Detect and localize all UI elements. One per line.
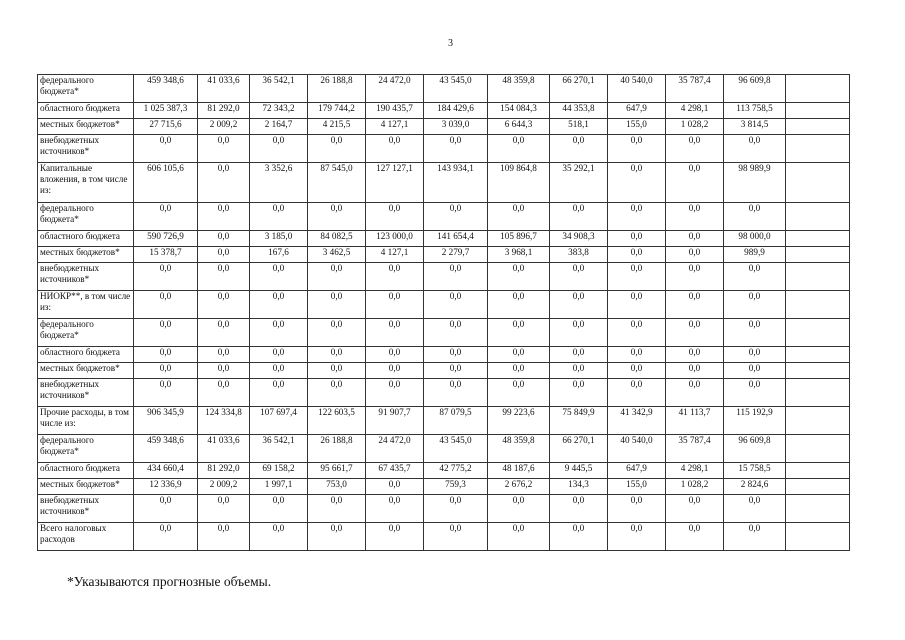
table-cell: 167,6 [250,247,308,263]
table-row [38,231,850,247]
table-cell: 0,0 [308,379,366,407]
table-cell: 3 968,1 [488,247,550,263]
table-cell: 115 192,9 [724,407,786,435]
table-cell: 0,0 [608,319,666,347]
table-cell: 0,0 [198,291,250,319]
table-cell: 0,0 [250,523,308,551]
table-cell: 0,0 [134,495,198,523]
table-cell: 0,0 [666,291,724,319]
table-cell: 66 270,1 [550,75,608,103]
table-cell: 48 359,8 [488,435,550,463]
table-cell: 0,0 [608,231,666,247]
table-cell: 66 270,1 [550,435,608,463]
table-cell: 0,0 [366,291,424,319]
table-row [38,379,850,407]
table-cell: 0,0 [308,263,366,291]
table-row [38,523,850,551]
table-cell: 0,0 [608,363,666,379]
table-cell: 0,0 [666,263,724,291]
table-cell: 0,0 [488,495,550,523]
table-cell: 0,0 [198,247,250,263]
table-cell: 42 775,2 [424,463,488,479]
table-cell: 95 661,7 [308,463,366,479]
empty-cell [786,407,850,435]
table-cell: 123 000,0 [366,231,424,247]
row-label: внебюджетных источников* [38,495,134,523]
table-cell: 96 609,8 [724,435,786,463]
table-cell: 0,0 [724,523,786,551]
empty-cell [786,479,850,495]
table-cell: 0,0 [366,135,424,163]
table-cell: 15 758,5 [724,463,786,479]
table-cell: 0,0 [488,291,550,319]
row-label: внебюджетных источников* [38,263,134,291]
empty-cell [786,291,850,319]
table-cell: 0,0 [134,135,198,163]
table-cell: 0,0 [134,291,198,319]
table-cell: 590 726,9 [134,231,198,247]
table-cell: 0,0 [308,135,366,163]
table-cell: 0,0 [366,523,424,551]
table-cell: 72 343,2 [250,103,308,119]
empty-cell [786,263,850,291]
empty-cell [786,135,850,163]
table-cell: 4 298,1 [666,103,724,119]
table-cell: 3 039,0 [424,119,488,135]
table-cell: 105 896,7 [488,231,550,247]
table-cell: 0,0 [198,231,250,247]
table-cell: 26 188,8 [308,75,366,103]
empty-cell [786,363,850,379]
table-cell: 81 292,0 [198,103,250,119]
table-cell: 759,3 [424,479,488,495]
table-cell: 0,0 [608,495,666,523]
table-cell: 0,0 [250,495,308,523]
table-cell: 0,0 [308,319,366,347]
table-cell: 0,0 [250,135,308,163]
table-cell: 0,0 [366,347,424,363]
table-cell: 0,0 [666,247,724,263]
empty-cell [786,103,850,119]
empty-cell [786,163,850,203]
table-cell: 87 545,0 [308,163,366,203]
table-cell: 67 435,7 [366,463,424,479]
table-cell: 0,0 [608,135,666,163]
table-cell: 75 849,9 [550,407,608,435]
table-cell: 34 908,3 [550,231,608,247]
table-cell: 0,0 [424,379,488,407]
table-cell: 69 158,2 [250,463,308,479]
table-cell: 4 127,1 [366,247,424,263]
table-cell: 2 164,7 [250,119,308,135]
row-label: местных бюджетов* [38,363,134,379]
table-cell: 155,0 [608,119,666,135]
row-label: внебюджетных источников* [38,135,134,163]
table-cell: 0,0 [608,203,666,231]
table-cell: 0,0 [550,347,608,363]
budget-table [37,74,850,551]
table-cell: 0,0 [488,319,550,347]
table-cell: 0,0 [608,163,666,203]
empty-cell [786,75,850,103]
table-cell: 0,0 [666,379,724,407]
table-cell: 0,0 [134,319,198,347]
table-cell: 2 279,7 [424,247,488,263]
table-cell: 0,0 [724,363,786,379]
table-cell: 0,0 [724,135,786,163]
table-cell: 0,0 [424,495,488,523]
table-cell: 0,0 [250,319,308,347]
table-cell: 0,0 [424,135,488,163]
table-cell: 0,0 [250,263,308,291]
table-cell: 0,0 [550,523,608,551]
table-cell: 15 378,7 [134,247,198,263]
table-cell: 2 009,2 [198,119,250,135]
table-cell: 0,0 [608,291,666,319]
table-cell: 1 028,2 [666,479,724,495]
table-cell: 1 025 387,3 [134,103,198,119]
table-cell: 0,0 [134,379,198,407]
table-cell: 87 079,5 [424,407,488,435]
table-cell: 518,1 [550,119,608,135]
table-cell: 0,0 [424,203,488,231]
table-cell: 0,0 [198,363,250,379]
table-cell: 0,0 [134,203,198,231]
table-cell: 0,0 [608,263,666,291]
table-row [38,463,850,479]
table-cell: 35 787,4 [666,75,724,103]
table-cell: 459 348,6 [134,435,198,463]
table-cell: 0,0 [550,363,608,379]
table-cell: 0,0 [550,379,608,407]
table-cell: 84 082,5 [308,231,366,247]
table-cell: 0,0 [666,231,724,247]
empty-cell [786,203,850,231]
empty-cell [786,523,850,551]
table-cell: 24 472,0 [366,75,424,103]
table-row [38,203,850,231]
row-label: областного бюджета [38,231,134,247]
table-cell: 6 644,3 [488,119,550,135]
table-cell: 0,0 [724,291,786,319]
table-cell: 0,0 [488,135,550,163]
table-cell: 0,0 [198,347,250,363]
table-cell: 0,0 [488,263,550,291]
table-cell: 0,0 [608,347,666,363]
table-cell: 4 215,5 [308,119,366,135]
table-cell: 459 348,6 [134,75,198,103]
table-cell: 0,0 [666,523,724,551]
table-cell: 0,0 [250,291,308,319]
row-label: областного бюджета [38,103,134,119]
table-cell: 3 462,5 [308,247,366,263]
table-row [38,347,850,363]
table-cell: 36 542,1 [250,435,308,463]
table-cell: 0,0 [134,363,198,379]
table-cell: 0,0 [608,247,666,263]
table-cell: 27 715,6 [134,119,198,135]
table-cell: 96 609,8 [724,75,786,103]
table-cell: 48 359,8 [488,75,550,103]
empty-cell [786,319,850,347]
table-cell: 0,0 [134,263,198,291]
table-cell: 154 084,3 [488,103,550,119]
page-number: 3 [448,38,453,49]
table-cell: 0,0 [198,135,250,163]
table-cell: 0,0 [724,347,786,363]
table-cell: 4 298,1 [666,463,724,479]
table-cell: 0,0 [366,203,424,231]
empty-cell [786,119,850,135]
table-cell: 0,0 [488,347,550,363]
table-row [38,479,850,495]
table-cell: 0,0 [250,203,308,231]
table-cell: 1 028,2 [666,119,724,135]
table-cell: 107 697,4 [250,407,308,435]
table-row [38,163,850,203]
table-cell: 35 787,4 [666,435,724,463]
footnote: *Указываются прогнозные объемы. [67,574,272,589]
table-cell: 0,0 [308,203,366,231]
table-cell: 753,0 [308,479,366,495]
table-cell: 0,0 [550,495,608,523]
table-cell: 179 744,2 [308,103,366,119]
empty-cell [786,231,850,247]
table-cell: 0,0 [134,347,198,363]
row-label: внебюджетных источников* [38,379,134,407]
table-row [38,135,850,163]
table-row [38,119,850,135]
table-cell: 0,0 [366,263,424,291]
table-row [38,319,850,347]
row-label: областного бюджета [38,463,134,479]
table-cell: 0,0 [666,347,724,363]
table-cell: 2 009,2 [198,479,250,495]
table-cell: 0,0 [550,135,608,163]
table-row [38,495,850,523]
table-cell: 0,0 [198,163,250,203]
table-cell: 43 545,0 [424,435,488,463]
table-cell: 190 435,7 [366,103,424,119]
table-cell: 12 336,9 [134,479,198,495]
table-row [38,103,850,119]
table-cell: 124 334,8 [198,407,250,435]
table-cell: 0,0 [366,379,424,407]
table-cell: 0,0 [366,319,424,347]
table-cell: 184 429,6 [424,103,488,119]
table-cell: 3 814,5 [724,119,786,135]
table-cell: 0,0 [198,263,250,291]
table-cell: 0,0 [250,363,308,379]
table-cell: 41 033,6 [198,435,250,463]
table-cell: 0,0 [424,523,488,551]
table-row [38,75,850,103]
table-cell: 122 603,5 [308,407,366,435]
table-cell: 36 542,1 [250,75,308,103]
table-cell: 91 907,7 [366,407,424,435]
table-row [38,263,850,291]
row-label: областного бюджета [38,347,134,363]
table-row [38,407,850,435]
table-cell: 0,0 [488,203,550,231]
table-cell: 0,0 [366,479,424,495]
table-cell: 0,0 [308,347,366,363]
table-cell: 0,0 [724,263,786,291]
empty-cell [786,463,850,479]
table-cell: 0,0 [424,263,488,291]
table-cell: 0,0 [198,495,250,523]
row-label: федерального бюджета* [38,319,134,347]
table-cell: 26 188,8 [308,435,366,463]
table-cell: 1 997,1 [250,479,308,495]
empty-cell [786,379,850,407]
table-cell: 0,0 [666,203,724,231]
table-row [38,435,850,463]
table-cell: 44 353,8 [550,103,608,119]
row-label: Всего налоговых расходов [38,523,134,551]
table-cell: 0,0 [666,319,724,347]
table-cell: 0,0 [250,347,308,363]
table-cell: 40 540,0 [608,435,666,463]
table-cell: 383,8 [550,247,608,263]
table-cell: 0,0 [666,495,724,523]
table-cell: 0,0 [308,495,366,523]
table-cell: 0,0 [550,203,608,231]
table-cell: 0,0 [366,495,424,523]
table-cell: 647,9 [608,103,666,119]
table-cell: 0,0 [424,319,488,347]
empty-cell [786,495,850,523]
table-cell: 0,0 [308,291,366,319]
table-cell: 155,0 [608,479,666,495]
table-cell: 0,0 [724,379,786,407]
table-cell: 134,3 [550,479,608,495]
table-cell: 40 540,0 [608,75,666,103]
table-cell: 0,0 [308,363,366,379]
table-cell: 0,0 [308,523,366,551]
table-cell: 0,0 [198,203,250,231]
table-cell: 41 113,7 [666,407,724,435]
table-cell: 0,0 [724,495,786,523]
table-cell: 0,0 [724,203,786,231]
table-cell: 81 292,0 [198,463,250,479]
table-cell: 24 472,0 [366,435,424,463]
table-cell: 2 676,2 [488,479,550,495]
table-cell: 43 545,0 [424,75,488,103]
table-cell: 0,0 [608,523,666,551]
table-cell: 0,0 [666,163,724,203]
table-cell: 906 345,9 [134,407,198,435]
row-label: федерального бюджета* [38,75,134,103]
table-cell: 0,0 [424,363,488,379]
row-label: Прочие расходы, в том числе из: [38,407,134,435]
table-cell: 0,0 [366,363,424,379]
table-cell: 99 223,6 [488,407,550,435]
table-cell: 0,0 [488,363,550,379]
table-cell: 0,0 [608,379,666,407]
table-cell: 647,9 [608,463,666,479]
row-label: местных бюджетов* [38,479,134,495]
table-row [38,247,850,263]
table-cell: 0,0 [198,319,250,347]
table-cell: 0,0 [550,263,608,291]
table-cell: 141 654,4 [424,231,488,247]
table-cell: 0,0 [134,523,198,551]
table-row [38,363,850,379]
table-cell: 4 127,1 [366,119,424,135]
table-cell: 0,0 [488,379,550,407]
empty-cell [786,347,850,363]
empty-cell [786,247,850,263]
row-label: федерального бюджета* [38,203,134,231]
table-cell: 48 187,6 [488,463,550,479]
table-cell: 0,0 [424,347,488,363]
table-cell: 0,0 [550,291,608,319]
table-cell: 98 989,9 [724,163,786,203]
table-cell: 127 127,1 [366,163,424,203]
table-cell: 98 000,0 [724,231,786,247]
table-row [38,291,850,319]
row-label: федерального бюджета* [38,435,134,463]
table-cell: 41 342,9 [608,407,666,435]
row-label: Капитальные вложения, в том числе из: [38,163,134,203]
table-cell: 109 864,8 [488,163,550,203]
table-cell: 989,9 [724,247,786,263]
table-cell: 0,0 [488,523,550,551]
table-cell: 0,0 [666,363,724,379]
table-cell: 35 292,1 [550,163,608,203]
table-cell: 0,0 [724,319,786,347]
table-cell: 113 758,5 [724,103,786,119]
table-cell: 2 824,6 [724,479,786,495]
table-cell: 9 445,5 [550,463,608,479]
row-label: местных бюджетов* [38,247,134,263]
table-cell: 0,0 [550,319,608,347]
empty-cell [786,435,850,463]
table-cell: 0,0 [198,379,250,407]
table-cell: 143 934,1 [424,163,488,203]
table-cell: 0,0 [250,379,308,407]
row-label: местных бюджетов* [38,119,134,135]
table-cell: 0,0 [424,291,488,319]
table-cell: 434 660,4 [134,463,198,479]
table-cell: 606 105,6 [134,163,198,203]
table-cell: 3 185,0 [250,231,308,247]
table-cell: 0,0 [666,135,724,163]
table-cell: 41 033,6 [198,75,250,103]
table-cell: 3 352,6 [250,163,308,203]
row-label: НИОКР**, в том числе из: [38,291,134,319]
table-cell: 0,0 [198,523,250,551]
